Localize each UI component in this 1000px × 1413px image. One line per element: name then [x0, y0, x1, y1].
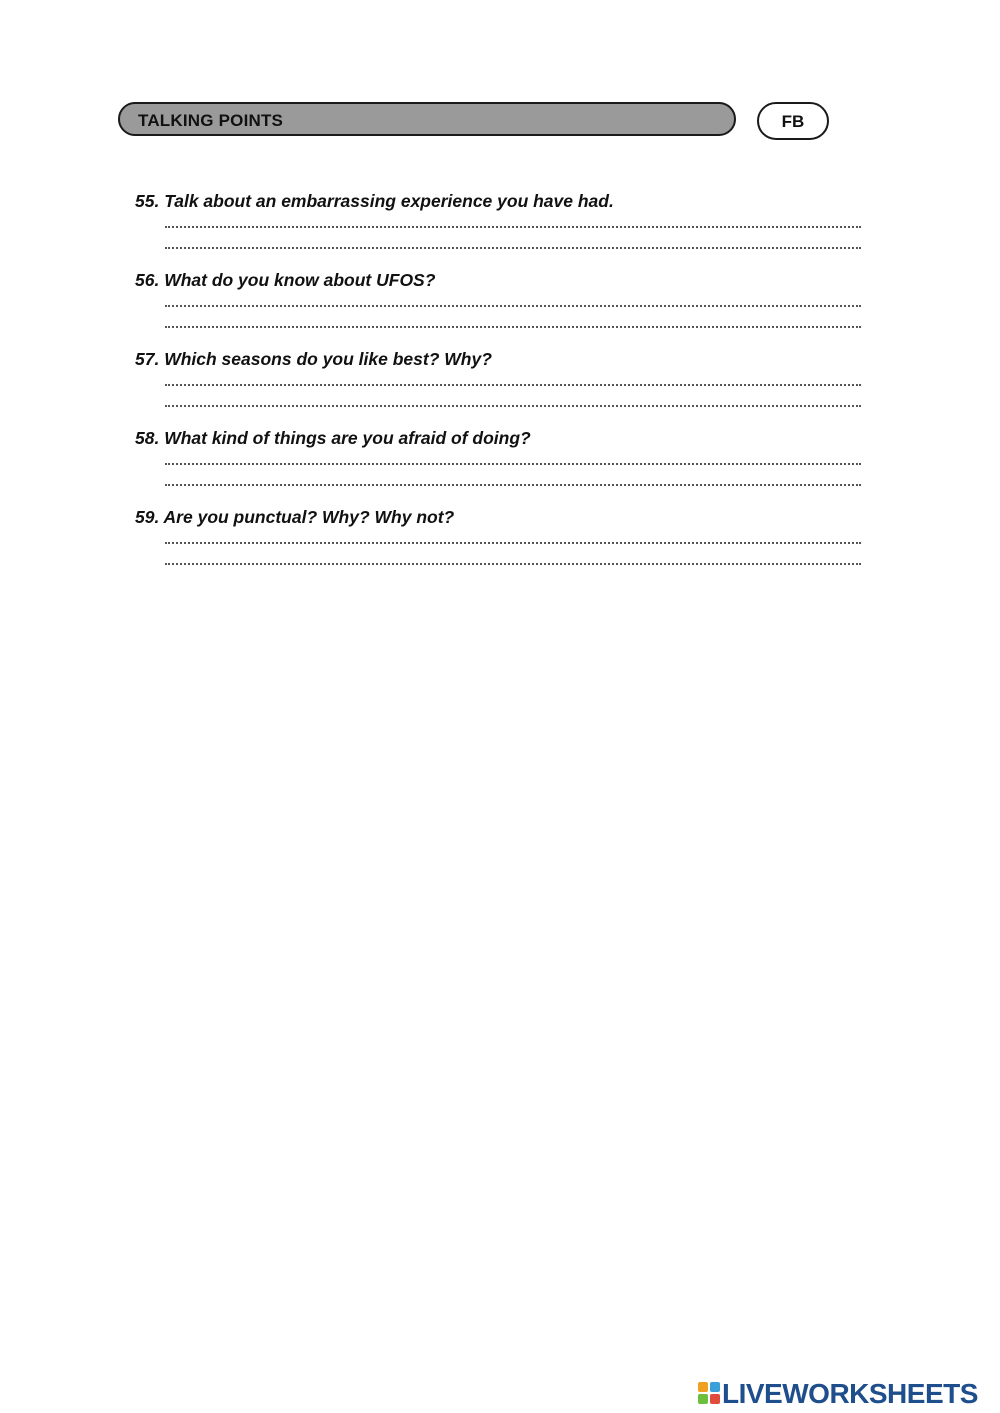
brand-name: LIVEWORKSHEETS [722, 1378, 978, 1409]
liveworksheets-logo-icon [698, 1382, 720, 1404]
section-header-bar [118, 102, 736, 136]
logo-tile [710, 1394, 720, 1404]
answer-line[interactable] [165, 542, 861, 544]
question-56: 56. What do you know about UFOS? [135, 270, 436, 290]
question-59: 59. Are you punctual? Why? Why not? [135, 507, 455, 527]
level-code-text: FB [781, 112, 805, 131]
section-title: TALKING POINTS [138, 111, 284, 130]
question-58: 58. What kind of things are you afraid of doing? [135, 428, 531, 448]
answer-line[interactable] [165, 247, 861, 249]
question-57: 57. Which seasons do you like best? Why? [135, 349, 492, 369]
level-code-badge [757, 102, 829, 140]
question-55: 55. Talk about an embarrassing experience you have had. [135, 191, 614, 211]
answer-line[interactable] [165, 484, 861, 486]
answer-line[interactable] [165, 326, 861, 328]
answer-line[interactable] [165, 384, 861, 386]
logo-tile [698, 1394, 708, 1404]
logo-tile [710, 1382, 720, 1392]
logo-tile [698, 1382, 708, 1392]
answer-line[interactable] [165, 405, 861, 407]
answer-line[interactable] [165, 463, 861, 465]
answer-line[interactable] [165, 305, 861, 307]
answer-line[interactable] [165, 226, 861, 228]
answer-line[interactable] [165, 563, 861, 565]
